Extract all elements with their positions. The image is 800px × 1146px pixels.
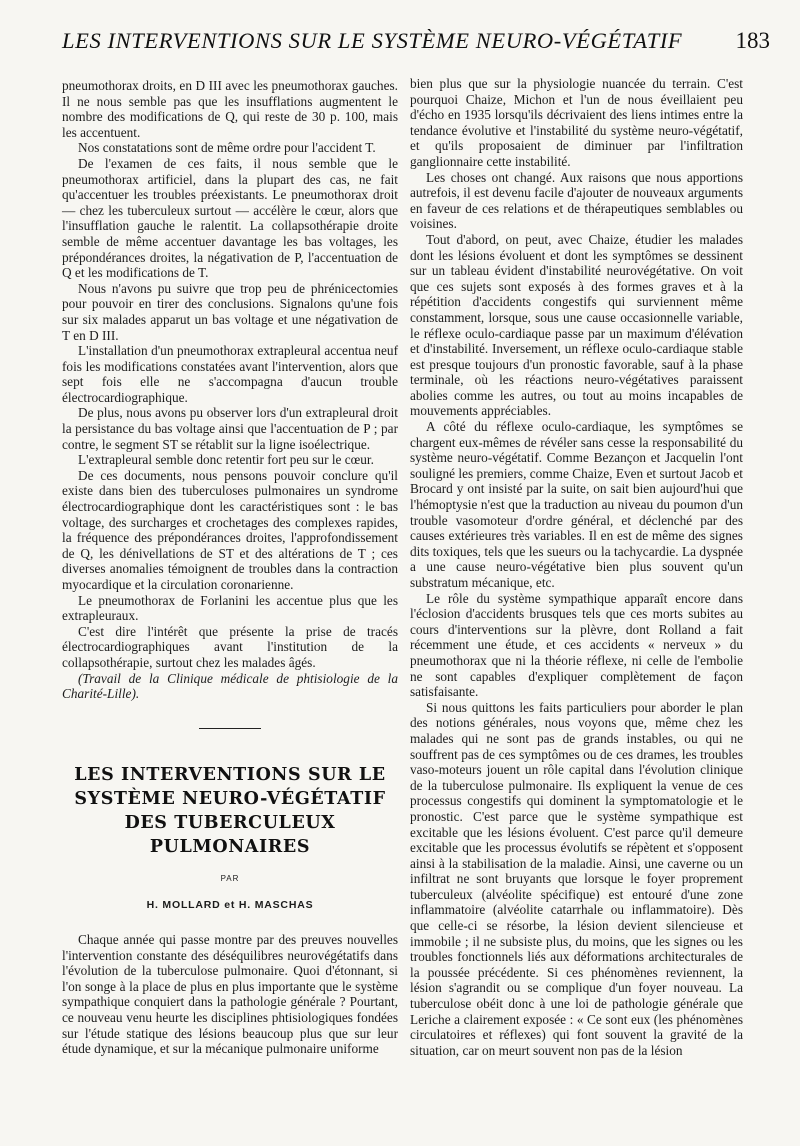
byline-par: PAR — [220, 873, 240, 883]
left-column — [62, 78, 398, 1057]
paragraph: L'extrapleural semble donc retentir fort peu sur le cœur. — [78, 452, 374, 468]
paragraph: Nos constatations sont de même ordre pour l'accident T. — [78, 140, 376, 156]
page-number: 183 — [735, 28, 770, 53]
paragraph: Chaque année qui passe montre par des preuves nouvelles l'intervention constante des déséquilibres neurovégétatifs dans l'évolution de la tuberculose pulmonaire. Quoi d'étonnant, si l'on songe à la place de plus en plus importante que le système sympathique conquiert dans la pathologie générale ? Pourtant, ce nouveau venu heurte les disciplines phtisiologiques fondées sur l'étude statique des lésions beaucoup plus que sur leur étude dynamique, et sur la mécanique pulmonaire uniforme — [62, 931, 398, 1057]
paragraph: pneumothorax droits, en D III avec les pneumothorax gauches. Il ne nous semble pas que les insufflations augmentent le nombre des modifications de Q, qui reste de 30 p. 100, mais les accentuent. — [62, 78, 398, 140]
paragraph: Le rôle du système sympathique apparaît encore dans l'éclosion d'accidents brusques tels que ces morts subites au cours d'interventions sur la plèvre, dont Rolland a fait récemment une étude, et ces accidents « nerveux » du pneumothorax que ni la théorie réflexe, ni celle de l'embolie ne sont capables d'expliquer complètement de façon satisfaisante. — [410, 590, 743, 700]
paragraph: Si nous quittons les faits particuliers pour aborder le plan des notions générales, nous voyons que, même chez les malades qui ne sont pas de grands instables, ou qui ne souffrent pas de ces symptômes ou de ces drames, les troubles vaso-moteurs jouent un rôle capital dans l'évolution clinique de la tuberculose pulmonaire. Ils expliquent la venue de ces processus congestifs qui dominent la symptomatologie et le pronostic. C'est parce que le système sympathique est excitable que les lésions évoluent. C'est parce qu'il demeure excitable que les processus évolutifs se répètent et s'opposent ainsi à la stabilisation de la maladie. Ainsi, une caverne ou un infiltrat ne sont bruyants que lorsque le foyer proprement tuberculeux (alvéolite spécifique) est entouré d'une zone inflammatoire (alvéolite catarrhale ou inflammatoire). Dès que celle-ci se résorbe, la lésion devient silencieuse et immobile ; il ne subsiste plus, du moins, que les signes ou les troubles fonctionnels liés aux déformations architecturales de la poussée précédente. Si ces phénomènes reviennent, la lésion s'agrandit ou se complique d'un foyer nouveau. La tuberculose obéit donc à une loi de pathologie générale que Leriche a clairement exposée : « Ce sont eux (les phénomènes circulatoires et réflexes) qui font souvent la gravité de la situation, car on meurt souvent non pas de la lésion — [410, 699, 743, 1058]
paragraph: Les choses ont changé. Aux raisons que nous apportions autrefois, il est devenu facile d'ajouter de nouveaux arguments en faveur de ces relations et de thérapeutiques semblables ou voisines. — [410, 169, 743, 232]
running-head — [62, 14, 770, 54]
paragraph: Tout d'abord, on peut, avec Chaize, étudier les malades dont les lésions évoluent et dont les symptômes se dessinent sur un tableau évident d'instabilité neurovégétative. On voit que ces sujets sont exposés à des formes graves et à la répétition d'accidents congestifs qui surviennent même constamment, lorsque, sous une cause occasionnelle variable, le réflexe oculo-cardiaque passe par un maximum d'élévation et d'instabilité. Inversement, un réflexe oculo-cardiaque stable est presque toujours d'un pronostic favorable, sauf à la phase terminale, où les réactions neuro-végétatives paraissent abolies comme les autres, ou tout au moins incapables de mouvements appréciables. — [410, 231, 743, 419]
paragraph: De l'examen de ces faits, il nous semble que le pneumothorax artificiel, dans la plupart des cas, ne fait qu'accentuer les troubles préexistants. Le pneumothorax droit — chez les tuberculeux surtout — accélère le cœur, alors que l'insufflation gauche le ralentit. La collapsothérapie droite semble de même accentuer davantage les bas voltages, les prépondérances droites, la négativation de P, l'accentuation de Q et les modifications de T. — [62, 155, 398, 281]
credit-line: (Travail de la Clinique médicale de phtisiologie de la Charité-Lille). — [62, 670, 398, 702]
paragraph: C'est dire l'intérêt que présente la prise de tracés électrocardiographiques avant l'institution de la collapsothérapie, surtout chez les malades âgés. — [62, 623, 398, 670]
right-column — [410, 76, 743, 1058]
paragraph: Nous n'avons pu suivre que trop peu de phrénicectomies pour pouvoir en tirer des conclusions. Signalons qu'une fois sur six malades apparut un bas voltage et une négativation de T en D III. — [62, 280, 398, 343]
paragraph: De ces documents, nous pensons pouvoir conclure qu'il existe dans bien des tuberculoses pulmonaires un syndrome électrocardiographique dont les caractéristiques sont : le bas voltage, des surcharges et crochetages des complexes rapides, la fréquence des prépondérances droites, l'approfondissement de Q, les dénivellations de ST et des altérations de T ; ces diverses anomalies témoignent de troubles dans la contraction myocardique et la circulation coronarienne. — [62, 467, 398, 592]
paragraph: Le pneumothorax de Forlanini les accentue plus que les extrapleuraux. — [62, 592, 398, 624]
running-title: LES INTERVENTIONS SUR LE SYSTÈME NEURO-VÉGÉTATIF — [62, 28, 683, 53]
article-title: LES INTERVENTIONS SUR LE SYSTÈME NEURO-VÉGÉTATIF DES TUBERCULEUX PULMONAIRES — [74, 764, 386, 857]
paragraph: bien plus que sur la physiologie nuancée du terrain. C'est pourquoi Chaize, Michon et l'un de nous éveillaient peu d'écho en 1935 lorsqu'ils décrivaient des liens intimes entre la tendance évolutive et l'instabilité du système neuro-végétatif, et qu'ils proposaient de diminuer par l'infiltration ganglionnaire cette instabilité. — [410, 76, 743, 169]
paragraph: De plus, nous avons pu observer lors d'un extrapleural droit la persistance du bas voltage ainsi que l'accentuation de P ; par contre, le segment ST se rétablit sur la ligne isoélectrique. — [62, 405, 398, 452]
paragraph: A côté du réflexe oculo-cardiaque, les symptômes se chargent eux-mêmes de révéler sans cesse la responsabilité du système neuro-végétatif. Comme Bezançon et Jacquelin l'ont souligné les premiers, comme Chaize, Even et surtout Jacob et Brocard y ont insisté par la suite, on sait bien aujourd'hui que l'hémoptysie n'est que la traduction au niveau du poumon d'un trouble vasomoteur d'ordre général, et déclenché par des causes extérieures très variables. Il en est de même des signes dits toxiques, tels que les sueurs ou la tachycardie. La dyspnée a une cause neuro-végétative bien plus souvent qu'un substratum mécanique, etc. — [410, 419, 743, 590]
paragraph: L'installation d'un pneumothorax extrapleural accentua neuf fois les modifications constatées avant l'intervention, alors que sept fois elle ne s'accompagna d'aucun trouble électrocardiographique. — [62, 343, 398, 405]
section-divider — [199, 728, 261, 729]
article-authors: H. MOLLARD et H. MASCHAS — [146, 899, 314, 912]
